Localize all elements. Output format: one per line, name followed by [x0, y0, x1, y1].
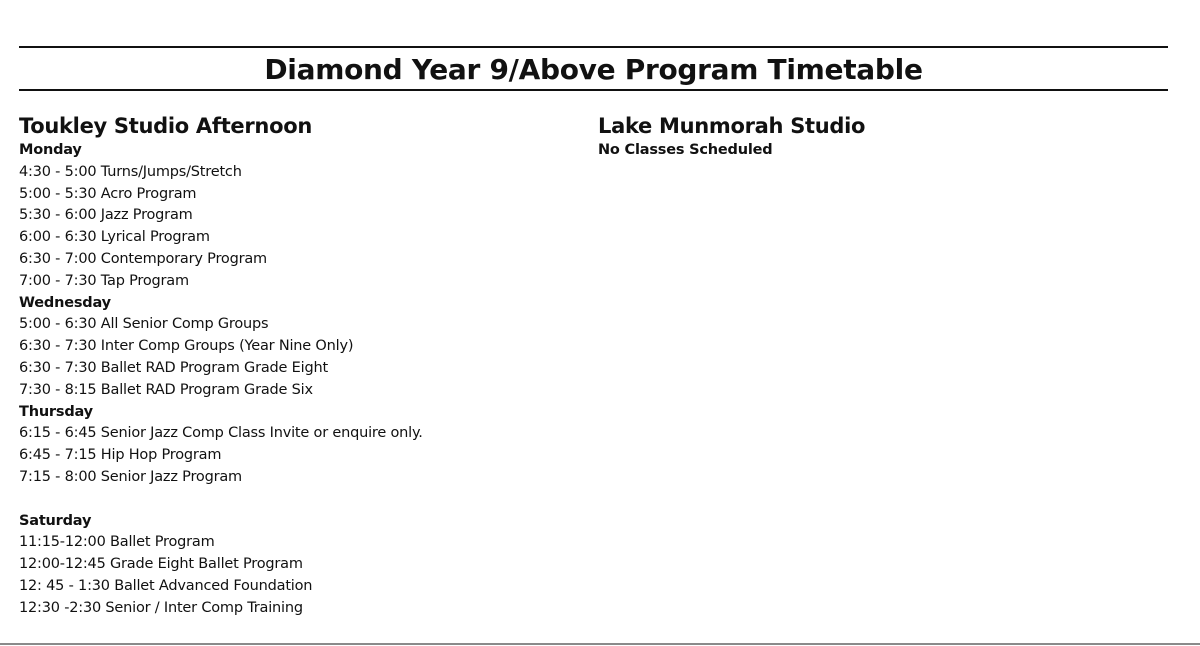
- class-entry: 7:15 - 8:00 Senior Jazz Program: [19, 468, 242, 485]
- day-label-wednesday: Wednesday: [19, 294, 111, 311]
- top-divider: [19, 46, 1168, 48]
- class-entry: 11:15-12:00 Ballet Program: [19, 534, 215, 551]
- class-entry: 5:00 - 5:30 Acro Program: [19, 185, 197, 202]
- class-entry: 5:00 - 6:30 All Senior Comp Groups: [19, 316, 269, 333]
- class-entry: 7:00 - 7:30 Tap Program: [19, 272, 189, 289]
- spacer: [19, 489, 579, 511]
- day-wednesday: [19, 293, 579, 402]
- day-label-thursday: Thursday: [19, 403, 93, 420]
- class-entry: 6:30 - 7:30 Inter Comp Groups (Year Nine Only): [19, 338, 354, 355]
- class-entry: 6:30 - 7:00 Contemporary Program: [19, 250, 267, 267]
- class-entry: 6:45 - 7:15 Hip Hop Program: [19, 447, 222, 464]
- class-entry: 6:00 - 6:30 Lyrical Program: [19, 229, 210, 246]
- day-monday: [19, 140, 579, 293]
- no-classes-note: No Classes Scheduled: [598, 142, 773, 158]
- day-label-monday: Monday: [19, 142, 82, 158]
- class-entry: 12: 45 - 1:30 Ballet Advanced Foundation: [19, 577, 313, 594]
- day-thursday: [19, 402, 579, 489]
- class-entry: 12:30 -2:30 Senior / Inter Comp Training: [19, 599, 303, 616]
- lake-munmorah-title: Lake Munmorah Studio: [598, 114, 866, 138]
- day-label-saturday: Saturday: [19, 512, 92, 529]
- toukley-studio-section: [19, 112, 579, 620]
- day-saturday: [19, 511, 579, 620]
- lake-munmorah-section: [598, 112, 1158, 162]
- class-entry: 4:30 - 5:00 Turns/Jumps/Stretch: [19, 163, 242, 180]
- page-title: Diamond Year 9/Above Program Timetable: [264, 53, 923, 86]
- class-entry: 5:30 - 6:00 Jazz Program: [19, 207, 193, 224]
- class-entry: 12:00-12:45 Grade Eight Ballet Program: [19, 556, 303, 573]
- toukley-studio-title: Toukley Studio Afternoon: [19, 114, 312, 138]
- class-entry: 7:30 - 8:15 Ballet RAD Program Grade Six: [19, 381, 313, 398]
- class-entry: 6:30 - 7:30 Ballet RAD Program Grade Eight: [19, 359, 328, 376]
- title-divider: [19, 89, 1168, 91]
- class-entry: 6:15 - 6:45 Senior Jazz Comp Class Invite or enquire only.: [19, 425, 423, 442]
- bottom-divider: [0, 643, 1200, 645]
